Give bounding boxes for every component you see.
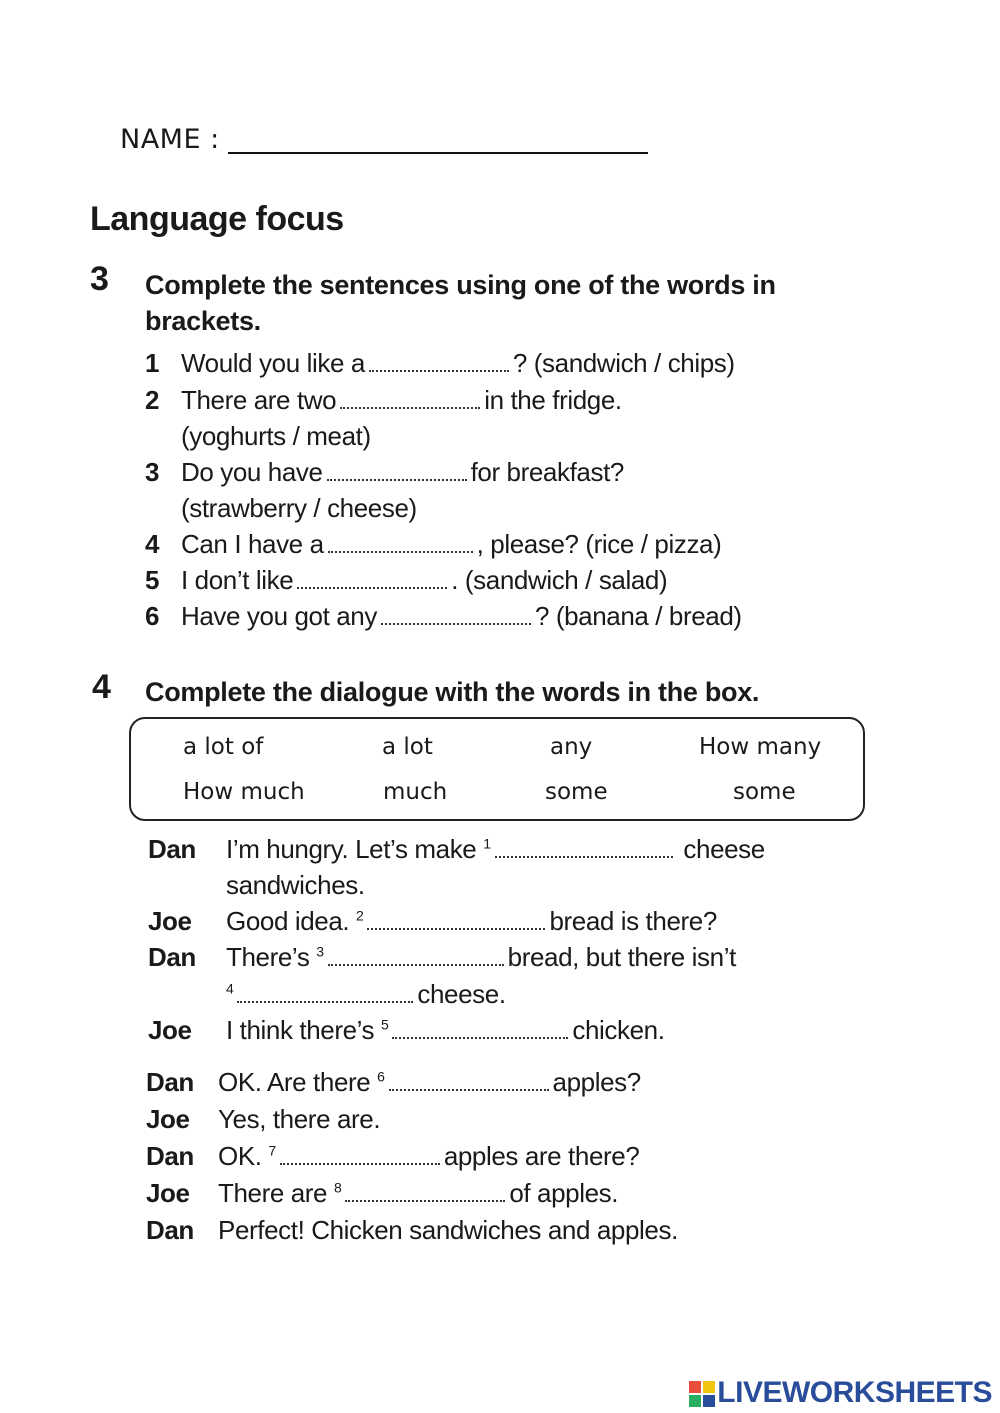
speaker: Joe — [148, 906, 192, 936]
dialogue-text-after: apples are there? — [443, 1141, 640, 1171]
blank-number: 8 — [333, 1179, 342, 1196]
exercise3-number: 3 — [90, 260, 109, 298]
item-number: 1 — [145, 348, 160, 378]
word-box — [129, 717, 865, 821]
item-number: 2 — [145, 385, 160, 415]
speaker: Joe — [146, 1104, 190, 1134]
item-text-before: There are two — [181, 385, 337, 415]
dialogue-line — [146, 1064, 641, 1100]
answer-blank[interactable] — [280, 1145, 440, 1165]
dialogue-text-before: Good idea. — [226, 906, 350, 936]
dialogue-text-after: chicken. — [572, 1015, 665, 1045]
dialogue-text-after: of apples. — [509, 1178, 619, 1208]
box-word: any — [550, 734, 593, 760]
exercise4-number: 4 — [92, 668, 111, 706]
dialogue-line — [148, 903, 717, 939]
item-text-after: in the fridge. — [484, 385, 622, 415]
box-word: a lot of — [183, 734, 264, 760]
dialogue-line — [148, 939, 736, 975]
exercise3-item — [145, 598, 742, 634]
exercise4-title: Complete the dialogue with the words in the box. — [145, 677, 760, 707]
brand-text: LIVEWORKSHEETS — [717, 1376, 992, 1409]
item-continuation: (strawberry / cheese) — [181, 493, 417, 523]
item-text-before: Would you like a — [181, 348, 365, 378]
answer-blank[interactable] — [392, 1019, 568, 1039]
box-word: some — [545, 779, 608, 805]
blank-number: 2 — [356, 907, 364, 924]
dialogue-text-after: apples? — [552, 1067, 641, 1097]
answer-blank[interactable] — [495, 838, 673, 858]
answer-blank[interactable] — [345, 1182, 505, 1202]
box-word: some — [733, 779, 796, 805]
speaker: Dan — [146, 1215, 194, 1245]
exercise3-item — [145, 345, 735, 381]
blank-number: 6 — [377, 1068, 385, 1085]
blank-number: 7 — [268, 1142, 276, 1159]
dialogue-text-before: Yes, there are. — [218, 1104, 381, 1134]
dialogue-text-before: Perfect! Chicken sandwiches and apples. — [218, 1215, 678, 1245]
item-text-before: I don’t like — [181, 565, 294, 595]
exercise3-item — [145, 562, 667, 598]
answer-blank[interactable] — [340, 389, 480, 409]
exercise3-title-line1: Complete the sentences using one of the words in — [145, 270, 776, 300]
item-number: 3 — [145, 457, 160, 487]
item-number: 4 — [145, 529, 160, 559]
speaker: Joe — [146, 1178, 190, 1208]
dialogue-text-before: I think there’s — [226, 1015, 375, 1045]
exercise3-item — [145, 454, 624, 490]
dialogue-text-before: I’m hungry. Let’s make — [226, 834, 477, 864]
dialogue-text-before: There are — [218, 1178, 328, 1208]
box-word: a lot — [382, 734, 433, 760]
dialogue-text-after: cheese. — [417, 979, 506, 1009]
liveworksheets-logo-icon — [689, 1381, 715, 1407]
dialogue-text-after: cheese — [683, 834, 765, 864]
item-number: 5 — [145, 565, 160, 595]
dialogue-line — [148, 831, 765, 867]
name-label: NAME : — [120, 124, 220, 155]
item-text-before: Can I have a — [181, 529, 324, 559]
dialogue-line — [146, 1138, 639, 1174]
dialogue-text-before: There’s — [226, 942, 310, 972]
item-text-after: . (sandwich / salad) — [451, 565, 668, 595]
dialogue-line — [146, 1175, 618, 1211]
exercise3-title-line2: brackets. — [145, 306, 261, 336]
item-text-after: ? (sandwich / chips) — [512, 348, 735, 378]
dialogue-line — [146, 1101, 380, 1137]
name-input-line[interactable] — [228, 152, 648, 154]
answer-blank[interactable] — [389, 1071, 549, 1091]
answer-blank[interactable] — [237, 983, 413, 1003]
answer-blank[interactable] — [297, 569, 447, 589]
speaker: Dan — [148, 834, 196, 864]
dialogue-text-after: bread, but there isn’t — [507, 942, 736, 972]
item-text-after: for breakfast? — [470, 457, 624, 487]
blank-number: 4 — [226, 980, 234, 997]
dialogue-text-before: OK. — [218, 1141, 262, 1171]
dialogue-line — [146, 1212, 678, 1248]
dialogue-text-after: bread is there? — [549, 906, 717, 936]
blank-number: 3 — [316, 943, 324, 960]
section-title: Language focus — [90, 200, 344, 238]
exercise3-item — [145, 526, 721, 562]
item-text-after: ? (banana / bread) — [534, 601, 742, 631]
answer-blank[interactable] — [328, 946, 504, 966]
answer-blank[interactable] — [367, 910, 545, 930]
dialogue-text-before: OK. Are there — [218, 1067, 371, 1097]
blank-number: 5 — [381, 1016, 389, 1033]
liveworksheets-brand — [689, 1376, 992, 1410]
answer-blank[interactable] — [369, 352, 509, 372]
speaker: Dan — [148, 942, 196, 972]
box-word: How many — [699, 734, 822, 760]
item-text-before: Do you have — [181, 457, 323, 487]
answer-blank[interactable] — [327, 461, 467, 481]
blank-number: 1 — [483, 835, 491, 852]
item-number: 6 — [145, 601, 160, 631]
answer-blank[interactable] — [328, 533, 473, 553]
speaker: Dan — [146, 1141, 194, 1171]
speaker: Dan — [146, 1067, 194, 1097]
answer-blank[interactable] — [381, 605, 531, 625]
box-word: much — [383, 779, 448, 805]
dialogue-continuation: sandwiches. — [226, 870, 365, 900]
item-continuation: (yoghurts / meat) — [181, 421, 371, 451]
item-text-before: Have you got any — [181, 601, 377, 631]
speaker: Joe — [148, 1015, 192, 1045]
exercise3-item — [145, 382, 622, 418]
item-text-after: , please? (rice / pizza) — [476, 529, 722, 559]
dialogue-line — [148, 1012, 665, 1048]
dialogue-line — [226, 976, 506, 1012]
box-word: How much — [183, 779, 305, 805]
